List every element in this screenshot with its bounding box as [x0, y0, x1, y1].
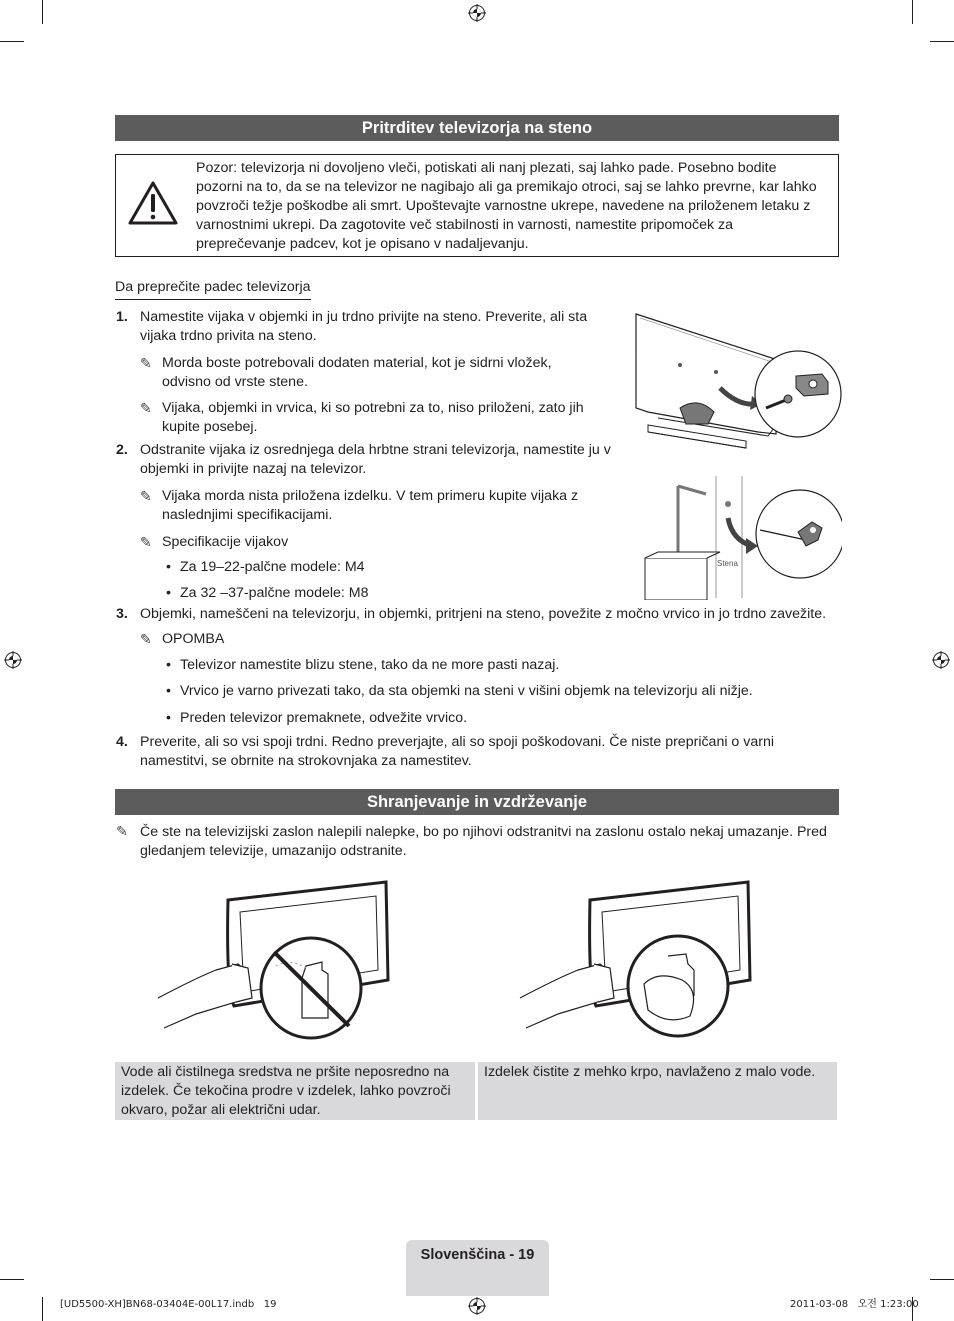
soft-cloth-illustration — [518, 878, 754, 1044]
pencil-note-icon: ✎ — [116, 824, 128, 840]
bullet-text: Vrvico je varno privezati tako, da sta objemki na steni v višini objemk na televizorju ali nižje. — [180, 683, 753, 699]
caption-no-spray: Vode ali čistilnega sredstva ne pršite neposredno na izdelek. Če tekočina prodre v izdelek, lahko povzroči okvaro, požar ali električni udar. — [115, 1062, 475, 1120]
pencil-note-icon: ✎ — [140, 534, 152, 550]
crop-mark — [930, 1279, 954, 1280]
pencil-note-icon: ✎ — [140, 631, 152, 647]
crop-mark — [0, 1279, 24, 1280]
step-text: Namestite vijaka v objemki in ju trdno privijte na steno. Preverite, ali sta vijaka trdno privita na steno. — [140, 309, 588, 344]
care-note — [116, 823, 836, 861]
caution-box — [115, 154, 839, 257]
bullet-text: Za 19–22-palčne modele: M4 — [180, 559, 365, 575]
step-number: 2. — [116, 442, 128, 458]
step-number: 1. — [116, 309, 128, 325]
registration-mark-icon — [468, 1297, 486, 1315]
step-text: Objemki, nameščeni na televizorju, in objemki, pritrjeni na steno, povežite z močno vrvico in jo trdno zavežite. — [140, 606, 827, 622]
note — [140, 533, 440, 553]
wall-mount-illustration — [628, 308, 842, 600]
step-text: Preverite, ali so vsi spoji trdni. Redno preverjajte, ali so spoji poškodovani. Če niste prepričani o varni namestitvi, se obrnite na strokovnjaka za namestitev. — [140, 734, 775, 769]
bullet-text: Televizor namestite blizu stene, tako da ne more pasti nazaj. — [180, 657, 560, 673]
note-text: Morda boste potrebovali dodaten material, kot je sidrni vložek, odvisno od vrste stene. — [162, 355, 552, 390]
step-number: 3. — [116, 606, 128, 622]
note-text: Vijaka morda nista priložena izdelku. V tem primeru kupite vijaka z naslednjimi specifikacijami. — [162, 488, 579, 523]
bullet-item: • Preden televizor premaknete, odvežite vrvico. — [166, 710, 468, 726]
note — [140, 399, 620, 437]
subheading-prevent-fall: Da preprečite padec televizorja — [115, 278, 311, 300]
bullet-item: • Za 32 –37-palčne modele: M8 — [166, 585, 369, 601]
bullet-item: • Televizor namestite blizu stene, tako da ne more pasti nazaj. — [166, 657, 560, 673]
bullet-text: Preden televizor premaknete, odvežite vrvico. — [180, 710, 468, 726]
caution-text — [196, 159, 826, 254]
section-heading-care: Shranjevanje in vzdrževanje — [115, 789, 839, 815]
note — [140, 354, 620, 392]
crop-mark — [912, 0, 913, 24]
registration-mark-icon — [932, 651, 950, 669]
crop-mark — [930, 41, 954, 42]
crop-mark — [42, 1297, 43, 1321]
pencil-note-icon: ✎ — [140, 400, 152, 416]
date-slug: 2011-03-08 오전 1:23:00 — [790, 1299, 919, 1310]
bullet-text: Za 32 –37-palčne modele: M8 — [180, 585, 369, 601]
note-text: Vijaka, objemki in vrvica, ki so potrebni za to, niso priloženi, zato jih kupite posebej. — [162, 400, 584, 435]
note — [140, 487, 620, 525]
file-slug: [UD5500-XH]BN68-03404E-00L17.indb 19 — [60, 1299, 277, 1310]
caption-soft-cloth: Izdelek čistite z mehko krpo, navlaženo z malo vode. — [478, 1062, 837, 1120]
pencil-note-icon: ✎ — [140, 488, 152, 504]
no-spray-illustration — [156, 878, 392, 1044]
care-note-text: Če ste na televizijski zaslon nalepili nalepke, bo po njihovi odstranitvi na zaslonu ostalo nekaj umazanje. Pred gledanjem televizije, umazanijo odstranite. — [140, 824, 827, 859]
section-heading-wall-mount: Pritrditev televizorja na steno — [115, 115, 839, 141]
page-number-tab: Slovenščina - 19 — [406, 1240, 549, 1296]
note — [140, 630, 440, 650]
note-text: Specifikacije vijakov — [162, 534, 289, 550]
wall-label: Stena — [717, 559, 738, 568]
step-number: 4. — [116, 734, 128, 750]
crop-mark — [42, 0, 43, 24]
crop-mark — [0, 41, 24, 42]
note-text: OPOMBA — [162, 631, 225, 647]
registration-mark-icon — [468, 4, 486, 22]
bullet-item: • Vrvico je varno privezati tako, da sta objemki na steni v višini objemk na televizorju ali nižje. — [166, 683, 753, 699]
caution-label: Pozor — [196, 160, 234, 176]
step-text: Odstranite vijaka iz osrednjega dela hrbtne strani televizorja, namestite ju v objemki in privijte nazaj na televizor. — [140, 442, 611, 477]
bullet-item: • Za 19–22-palčne modele: M4 — [166, 559, 365, 575]
caution-triangle-icon — [127, 180, 179, 227]
pencil-note-icon: ✎ — [140, 355, 152, 371]
caution-body: : televizorja ni dovoljeno vleči, potiskati ali nanj plezati, saj lahko pade. Posebno bodite pozorni na to, da se na televizor ne nagibajo ali ga premikajo otroci, saj se lahko prevrne, kar lahko povzroči težje poškodbe ali smrt. Upoštevajte varnostne ukrepe, navedene na priloženem letaku z varnostnimi ukrepi. Da zagotovite več stabilnosti in varnosti, namestite pripomoček za preprečevanje padcev, kot je opisano v nadaljevanju. — [196, 160, 817, 252]
registration-mark-icon — [4, 651, 22, 669]
